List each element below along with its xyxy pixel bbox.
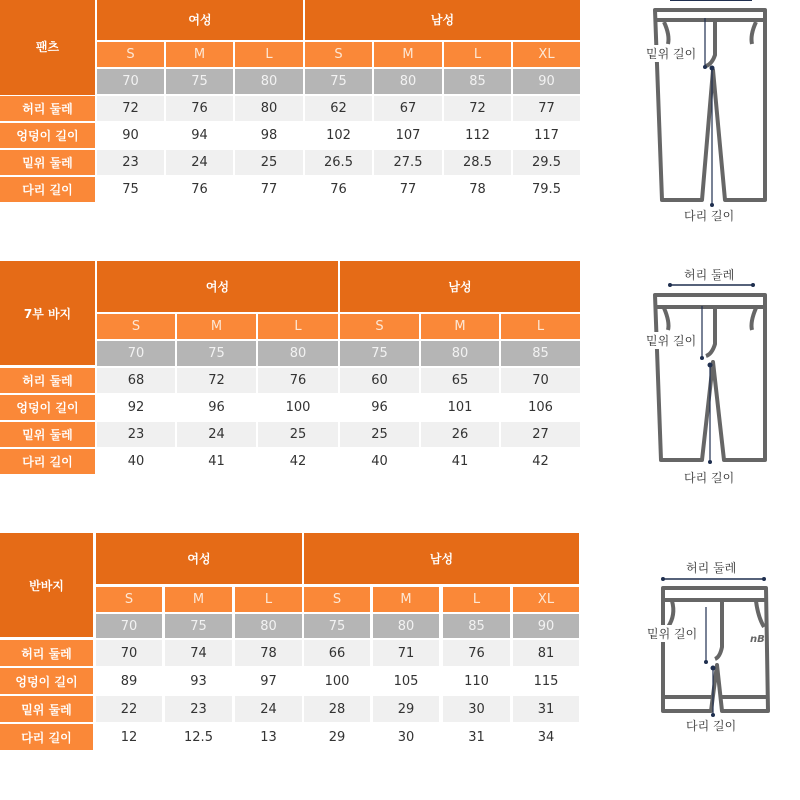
waist-size-cell: 75: [305, 69, 372, 94]
measurement-cell: 78: [444, 177, 511, 202]
measurement-cell: 90: [97, 123, 164, 148]
measurement-cell: 72: [97, 96, 164, 121]
row-label: 허리 둘레: [0, 368, 95, 393]
measurement-cell: 13: [235, 724, 302, 750]
rise-length-label: 밑위 길이: [646, 47, 697, 61]
measurement-cell: 96: [177, 395, 256, 420]
category-header: 팬츠: [0, 0, 95, 95]
measurement-cell: 24: [177, 422, 256, 447]
measurement-cell: 76: [166, 96, 233, 121]
measurement-cell: 40: [340, 449, 419, 474]
measurement-cell: 29: [373, 696, 439, 722]
measurement-cell: 98: [235, 123, 303, 148]
size-cell: L: [235, 587, 302, 612]
size-cell: M: [177, 314, 256, 339]
row-label: 다리 길이: [0, 724, 93, 750]
waist-size-cell: 70: [97, 341, 175, 366]
measurement-cell: 105: [373, 668, 439, 694]
measurement-cell: 27: [501, 422, 580, 447]
size-cell: L: [444, 42, 511, 67]
size-cell: S: [340, 314, 419, 339]
measurement-cell: 106: [501, 395, 580, 420]
measurement-cell: 12: [96, 724, 162, 750]
measurement-cell: 40: [97, 449, 175, 474]
measurement-cell: 31: [513, 696, 579, 722]
measurement-cell: 27.5: [374, 150, 442, 175]
size-cell: L: [258, 314, 338, 339]
row-label: 허리 둘레: [0, 640, 93, 666]
men-header: 남성: [304, 533, 579, 584]
waist-size-cell: 80: [258, 341, 338, 366]
waist-size-cell: 90: [513, 69, 580, 94]
size-cell: L: [501, 314, 580, 339]
waist-size-cell: 85: [443, 614, 510, 638]
measurement-cell: 79.5: [513, 177, 580, 202]
measurement-cell: 89: [96, 668, 162, 694]
row-label: 다리 길이: [0, 177, 95, 202]
measurement-cell: 26: [421, 422, 499, 447]
measurement-cell: 100: [258, 395, 338, 420]
category-header: 반바지: [0, 533, 93, 637]
measurement-cell: 25: [258, 422, 338, 447]
measurement-cell: 77: [513, 96, 580, 121]
measurement-cell: 41: [177, 449, 256, 474]
measurement-cell: 60: [340, 368, 419, 393]
pants-diagram: [640, 0, 800, 230]
measurement-cell: 74: [165, 640, 232, 666]
measurement-cell: 26.5: [305, 150, 372, 175]
measurement-cell: 30: [373, 724, 439, 750]
row-label: 밑위 둘레: [0, 696, 93, 722]
measurement-cell: 100: [304, 668, 370, 694]
measurement-cell: 76: [166, 177, 233, 202]
size-cell: S: [96, 587, 162, 612]
leg-length-label: 다리 길이: [684, 471, 735, 485]
size-cell: S: [304, 587, 370, 612]
size-cell: M: [374, 42, 442, 67]
measurement-cell: 25: [340, 422, 419, 447]
measurement-cell: 81: [513, 640, 579, 666]
measurement-cell: 24: [166, 150, 233, 175]
rise-length-label: 밑위 길이: [647, 627, 698, 641]
measurement-cell: 77: [235, 177, 303, 202]
measurement-cell: 23: [97, 422, 175, 447]
measurement-cell: 115: [513, 668, 579, 694]
size-cell: M: [165, 587, 232, 612]
measurement-cell: 30: [443, 696, 510, 722]
measurement-cell: 29.5: [513, 150, 580, 175]
measurement-cell: 24: [235, 696, 302, 722]
measurement-cell: 80: [235, 96, 303, 121]
waist-circumference-label: 허리 둘레: [686, 561, 737, 575]
rise-length-label: 밑위 길이: [646, 334, 697, 348]
row-label: 밑위 둘레: [0, 150, 95, 175]
row-label: 엉덩이 길이: [0, 123, 95, 148]
row-label: 다리 길이: [0, 449, 95, 474]
waist-size-cell: 75: [177, 341, 256, 366]
waist-size-cell: 85: [444, 69, 511, 94]
waist-size-cell: 85: [501, 341, 580, 366]
cropped-pants-icon: [640, 262, 800, 492]
measurement-cell: 66: [304, 640, 370, 666]
measurement-cell: 76: [443, 640, 510, 666]
measurement-cell: 93: [165, 668, 232, 694]
waist-size-cell: 70: [97, 69, 164, 94]
women-header: 여성: [97, 261, 338, 312]
measurement-cell: 42: [501, 449, 580, 474]
measurement-cell: 72: [444, 96, 511, 121]
category-header: 7부 바지: [0, 261, 95, 365]
measurement-cell: 96: [340, 395, 419, 420]
measurement-cell: 102: [305, 123, 372, 148]
measurement-cell: 23: [165, 696, 232, 722]
size-cell: L: [235, 42, 303, 67]
measurement-cell: 29: [304, 724, 370, 750]
row-label: 엉덩이 길이: [0, 668, 93, 694]
row-label: 허리 둘레: [0, 96, 95, 121]
size-cell: S: [97, 314, 175, 339]
measurement-cell: 62: [305, 96, 372, 121]
waist-size-cell: 80: [235, 69, 303, 94]
size-cell: M: [166, 42, 233, 67]
waist-size-cell: 75: [340, 341, 419, 366]
waist-size-cell: 75: [304, 614, 370, 638]
men-header: 남성: [340, 261, 580, 312]
measurement-cell: 72: [177, 368, 256, 393]
measurement-cell: 94: [166, 123, 233, 148]
waist-size-cell: 80: [235, 614, 302, 638]
waist-size-cell: 80: [374, 69, 442, 94]
row-label: 밑위 둘레: [0, 422, 95, 447]
measurement-cell: 65: [421, 368, 499, 393]
waist-size-cell: 70: [96, 614, 162, 638]
men-header: 남성: [305, 0, 580, 40]
measurement-cell: 70: [501, 368, 580, 393]
waist-size-cell: 90: [513, 614, 579, 638]
size-cell: M: [421, 314, 499, 339]
size-cell: XL: [513, 587, 579, 612]
size-cell: S: [97, 42, 164, 67]
leg-length-label: 다리 길이: [686, 719, 737, 733]
measurement-cell: 67: [374, 96, 442, 121]
size-cell: L: [443, 587, 510, 612]
measurement-cell: 71: [373, 640, 439, 666]
size-cell: M: [373, 587, 439, 612]
measurement-cell: 117: [513, 123, 580, 148]
measurement-cell: 112: [444, 123, 511, 148]
measurement-cell: 41: [421, 449, 499, 474]
pants-icon: [640, 0, 800, 230]
women-header: 여성: [97, 0, 303, 40]
measurement-cell: 75: [97, 177, 164, 202]
measurement-cell: 76: [305, 177, 372, 202]
measurement-cell: 92: [97, 395, 175, 420]
size-cell: XL: [513, 42, 580, 67]
measurement-cell: 22: [96, 696, 162, 722]
measurement-cell: 110: [443, 668, 510, 694]
brand-logo-icon: nB: [750, 634, 765, 645]
measurement-cell: 31: [443, 724, 510, 750]
measurement-cell: 25: [235, 150, 303, 175]
cropped-pants-diagram: [640, 262, 800, 492]
measurement-cell: 28: [304, 696, 370, 722]
waist-size-cell: 75: [166, 69, 233, 94]
women-header: 여성: [96, 533, 302, 584]
size-cell: S: [305, 42, 372, 67]
measurement-cell: 23: [97, 150, 164, 175]
measurement-cell: 68: [97, 368, 175, 393]
measurement-cell: 12.5: [165, 724, 232, 750]
shorts-diagram: [640, 555, 800, 745]
measurement-cell: 42: [258, 449, 338, 474]
measurement-cell: 28.5: [444, 150, 511, 175]
leg-length-label: 다리 길이: [684, 209, 735, 223]
measurement-cell: 101: [421, 395, 499, 420]
waist-size-cell: 80: [421, 341, 499, 366]
measurement-cell: 77: [374, 177, 442, 202]
measurement-cell: 107: [374, 123, 442, 148]
measurement-cell: 78: [235, 640, 302, 666]
measurement-cell: 76: [258, 368, 338, 393]
measurement-cell: 97: [235, 668, 302, 694]
waist-circumference-label: 허리 둘레: [684, 268, 735, 282]
waist-size-cell: 75: [165, 614, 232, 638]
row-label: 엉덩이 길이: [0, 395, 95, 420]
measurement-cell: 70: [96, 640, 162, 666]
measurement-cell: 34: [513, 724, 579, 750]
waist-size-cell: 80: [373, 614, 439, 638]
